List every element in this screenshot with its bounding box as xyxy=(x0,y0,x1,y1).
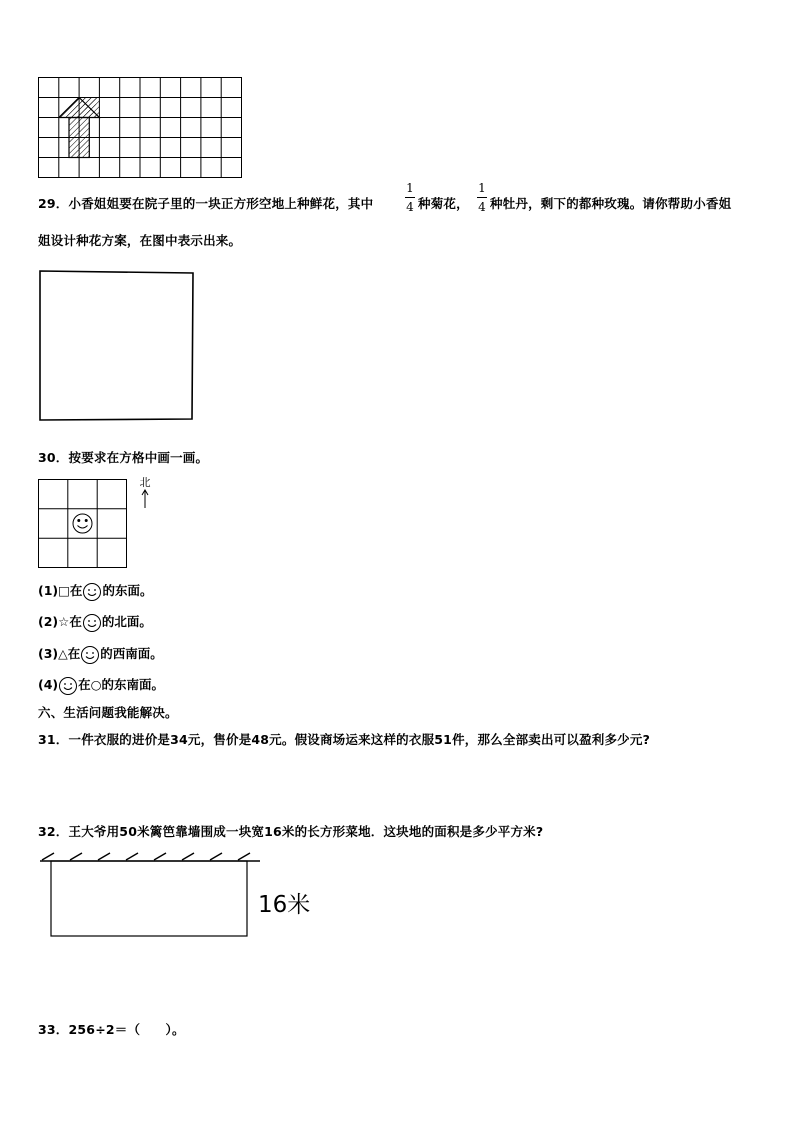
q31-text: 31．一件衣服的进价是34元，售价是48元。假设商场运来这样的衣服51件，那么全部卖出可以盈利多少元? xyxy=(38,732,651,747)
q30-item-1: (1)□在 的东面。 xyxy=(38,581,152,602)
q29-fraction-2: 1 4 xyxy=(478,181,486,214)
q29-line1-a: 29．小香姐姐要在院子里的一块正方形空地上种鲜花，其中 xyxy=(38,196,374,211)
arrow-grid-figure xyxy=(38,77,243,179)
north-arrow-icon xyxy=(137,489,153,509)
vegetable-plot-rectangle xyxy=(51,861,247,936)
vegetable-plot-figure xyxy=(38,850,263,940)
q29-fraction-1: 1 4 xyxy=(406,181,414,214)
q32-text: 32．王大爷用50米篱笆靠墙围成一块宽16米的长方形菜地．这块地的面积是多少平方米? xyxy=(38,824,544,839)
north-indicator xyxy=(137,477,153,513)
wall xyxy=(40,853,260,861)
width-label: 16米 xyxy=(258,892,311,918)
direction-grid[interactable] xyxy=(38,479,128,569)
north-label: 北 xyxy=(139,476,151,489)
smiley-icon xyxy=(82,613,102,633)
q30-item-3: (3)△在 的西南面。 xyxy=(38,644,163,665)
section-6-heading: 六、生活问题我能解决。 xyxy=(38,705,178,720)
arrow-shaft xyxy=(69,118,89,158)
q29-line1-b: 种菊花， xyxy=(418,196,469,211)
q30-item-4: (4) 在○的东南面。 xyxy=(38,675,164,696)
smiley-icon xyxy=(82,582,102,602)
square-plot-drawing-area[interactable] xyxy=(38,270,196,422)
q33-text: 33．256÷2＝（ ）。 xyxy=(38,1022,185,1037)
q30-item-2: (2)☆在 的北面。 xyxy=(38,612,152,633)
q30-title: 30．按要求在方格中画一画。 xyxy=(38,450,209,465)
smiley-icon xyxy=(80,645,100,665)
smiley-icon xyxy=(58,676,78,696)
q29-line2: 姐设计种花方案，在图中表示出来。 xyxy=(38,233,242,248)
smiley-icon xyxy=(73,514,92,533)
q29-line1-c: 种牡丹，剩下的都种玫瑰。请你帮助小香姐 xyxy=(490,196,732,211)
